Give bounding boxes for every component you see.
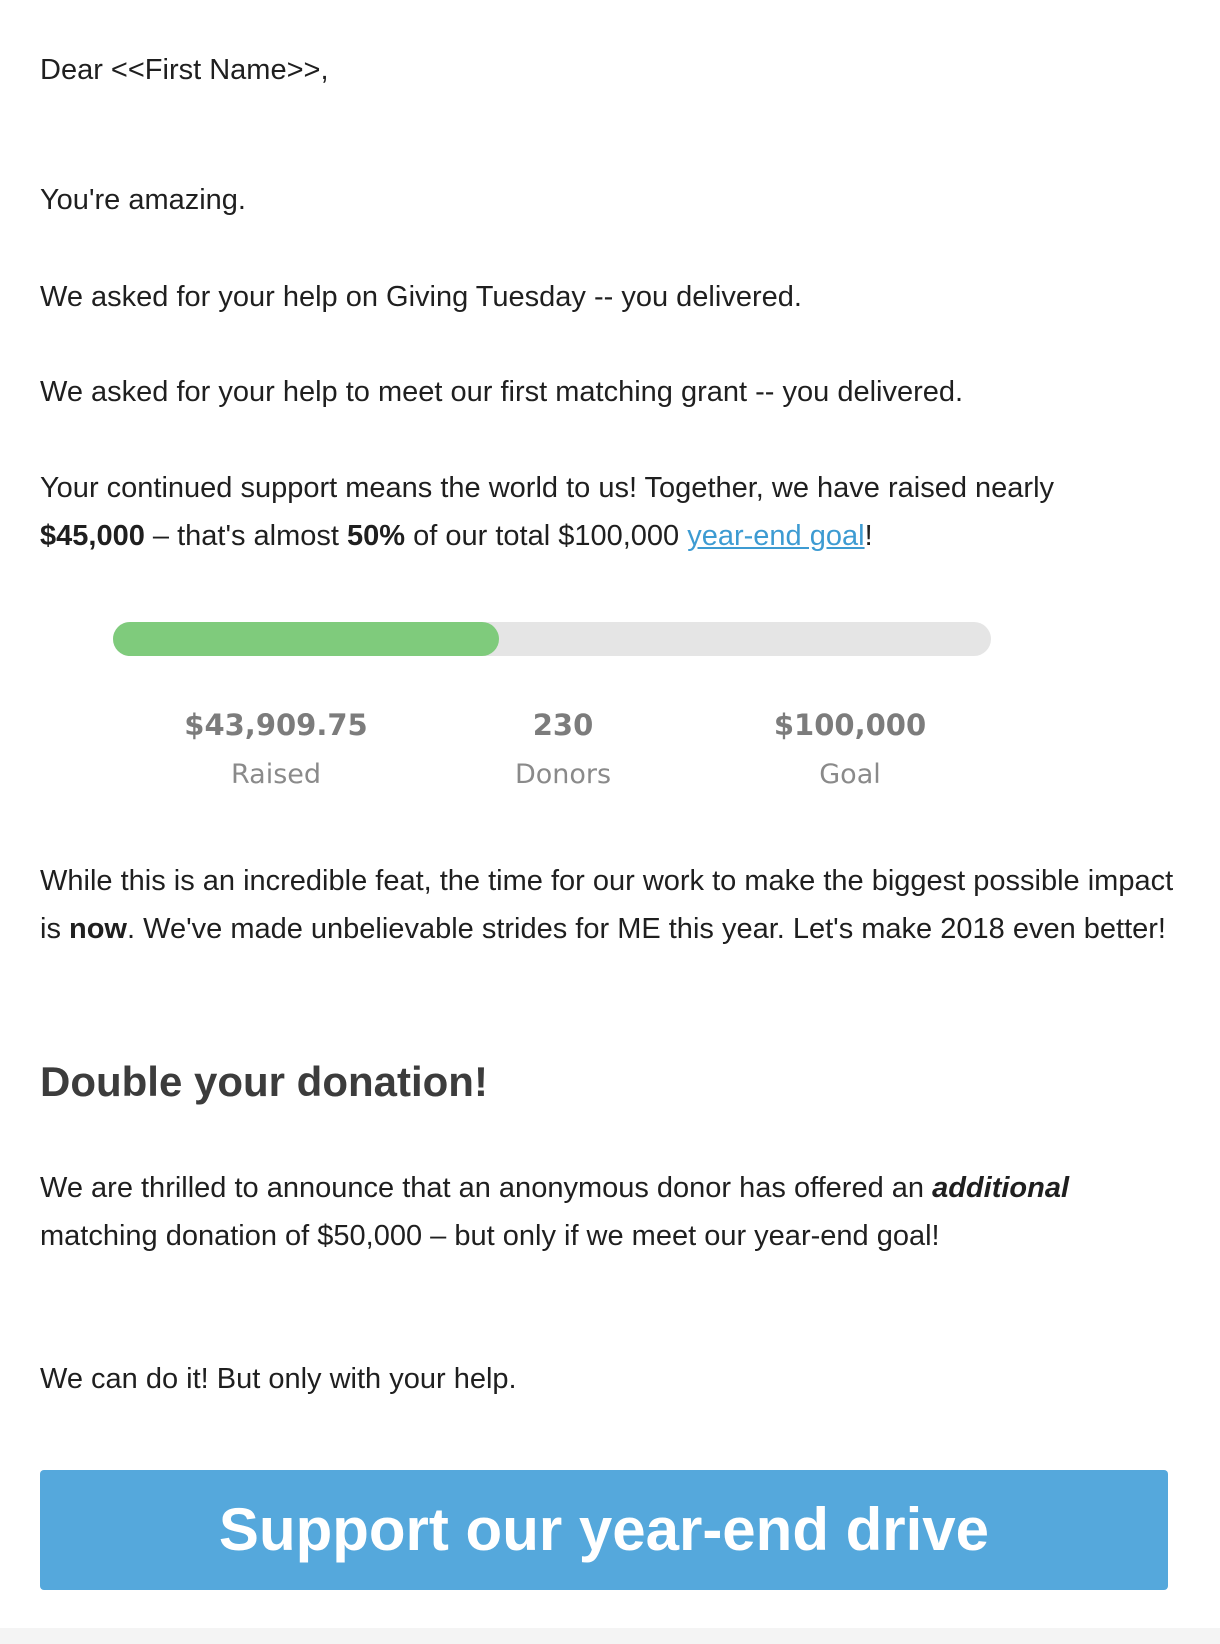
paragraph-support-raised [40, 464, 1160, 560]
bottom-edge [0, 1628, 1220, 1644]
now-bold: now [69, 913, 127, 945]
text-segment: Your continued support means the world to us! Together, we have raised nearly [40, 472, 1055, 504]
donors-label: Donors [514, 759, 612, 790]
text-segment: . We've made unbelievable strides for ME this year. Let's make 2018 even better! [127, 913, 1166, 945]
fundraising-progress [113, 622, 991, 792]
paragraph-incredible-feat [40, 857, 1180, 953]
progress-fill [113, 622, 499, 656]
support-drive-button-label: Support our year-end drive [218, 1496, 990, 1563]
section-heading: Double your donation! [40, 1058, 488, 1105]
additional-emphasis: additional [932, 1172, 1070, 1204]
text-segment: matching donation of $50,000 – but only if we meet our year-end goal! [40, 1220, 940, 1252]
goal-label: Goal [819, 759, 881, 790]
text-segment: of our total $100,000 [405, 520, 688, 552]
progress-track [113, 622, 991, 656]
stat-goal [730, 704, 970, 796]
paragraph-anonymous-donor [40, 1164, 1160, 1260]
greeting: Dear <<First Name>>, [40, 54, 329, 86]
raised-label: Raised [230, 759, 322, 790]
paragraph-we-can-do-it: We can do it! But only with your help. [40, 1363, 517, 1395]
stat-donors [443, 704, 683, 796]
percent-bold: 50% [347, 520, 406, 552]
text-segment: We are thrilled to announce that an anonymous donor has offered an [40, 1172, 933, 1204]
text-segment: While this is an incredible feat, the time for our work to make the biggest possible impact is [40, 865, 1174, 945]
stat-raised [156, 704, 396, 796]
text-segment: – that's almost [144, 520, 348, 552]
goal-value: $100,000 [773, 708, 927, 742]
text-segment: ! [864, 520, 873, 552]
support-drive-button[interactable] [40, 1470, 1168, 1590]
paragraph-giving-tuesday: We asked for your help on Giving Tuesday -- you delivered. [40, 281, 802, 313]
raised-amount-bold: $45,000 [40, 520, 145, 552]
paragraph-matching-grant: We asked for your help to meet our first matching grant -- you delivered. [40, 376, 964, 408]
year-end-goal-link[interactable]: year-end goal [687, 520, 865, 552]
donors-value: 230 [532, 708, 594, 742]
paragraph-amazing: You're amazing. [40, 184, 246, 216]
raised-value: $43,909.75 [184, 708, 368, 742]
